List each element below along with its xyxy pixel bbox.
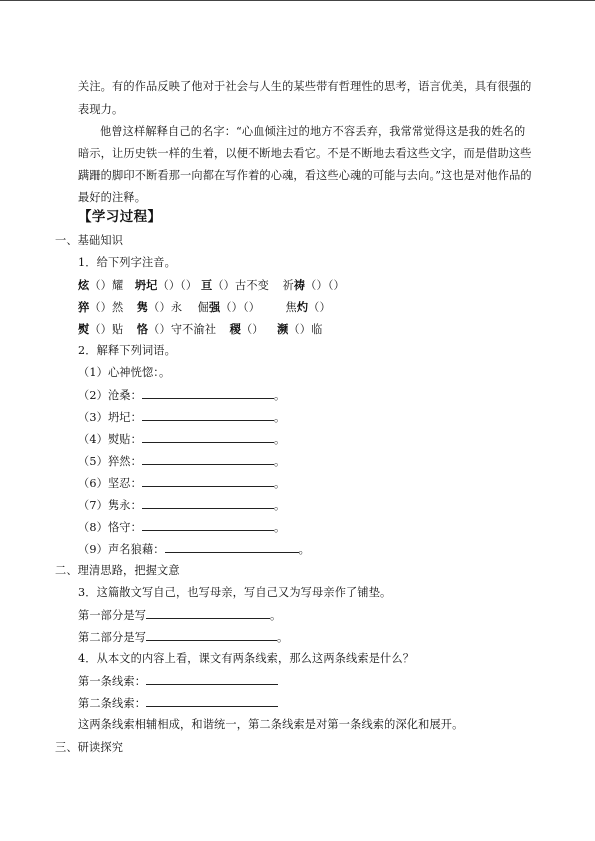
clue-one-line: 第一条线索： [78, 674, 278, 689]
answer-blank[interactable] [142, 520, 274, 531]
intro-para2-line-4: 最好的注释。 [78, 191, 147, 204]
section3-title: 三、研读探究 [55, 741, 124, 754]
answer-blank[interactable] [142, 454, 274, 465]
answer-blank[interactable] [165, 542, 299, 553]
definition-item-6: （6）坚忍： 。 [78, 477, 286, 490]
answer-blank[interactable] [146, 608, 270, 619]
question-2: 2．解释下列词语。 [78, 344, 176, 357]
answer-blank[interactable] [146, 674, 278, 685]
top-rule [0, 0, 595, 1]
intro-line-2: 表现力。 [78, 103, 124, 116]
section1-title: 一、基础知识 [55, 234, 124, 247]
question-3: 3．这篇散文写自己，也写母亲，写自己又为写母亲作了铺垫。 [78, 586, 392, 599]
target-char: 熨 [78, 322, 90, 336]
question-4: 4．从本文的内容上看，课文有两条线索，那么这两条线索是什么？ [78, 652, 415, 665]
definition-item-7: （7）隽永： 。 [78, 499, 286, 512]
intro-para2-line-1: 他曾这样解释自己的名字：“心血倾注过的地方不容丢弃，我常常觉得这是我的姓名的 [100, 125, 526, 138]
definition-item-2: （2）沧桑： 。 [78, 389, 286, 402]
intro-para2-line-3: 蹒跚的脚印不断看那一向都在写作着的心魂，看这些心魂的可能与去向。”这也是对他作品的 [78, 169, 532, 182]
intro-para2-line-2: 暗示，让历史铁一样的生着，以便不断地去看它。不是不断地去看这些文字，而是借助这些 [78, 147, 532, 160]
answer-blank[interactable] [146, 630, 277, 641]
pinyin-row-1: 炫（）耀 坍圮（）（） 亘（）古不变 祈祷（）（） [78, 278, 345, 292]
answer-blank[interactable] [142, 498, 274, 509]
target-char: 亘 [200, 278, 213, 292]
pinyin-row-2: 猝（）然 隽（）永 倔强（）（） 焦灼（） [78, 300, 331, 314]
answer-blank[interactable] [146, 696, 278, 707]
target-char: 炫 [78, 278, 90, 292]
answer-blank[interactable] [142, 432, 274, 443]
target-char: 稷 [229, 322, 241, 336]
intro-line-1: 关注。有的作品反映了他对于社会与人生的某些带有哲理性的思考，语言优美，具有很强的 [78, 80, 532, 93]
definition-item-3: （3）坍圮： 。 [78, 411, 286, 424]
conclusion-line: 这两条线索相辅相成，和谐统一，第二条线索是对第一条线索的深化和展开。 [78, 718, 464, 731]
target-char: 隽 [136, 300, 149, 314]
question-1: 1．给下列字注音。 [78, 256, 176, 269]
target-char: 猝 [78, 300, 90, 314]
target-char: 强 [208, 300, 221, 314]
definition-item-8: （8）恪守： 。 [78, 521, 286, 534]
target-char: 恪 [136, 322, 149, 336]
target-char: 祷 [293, 278, 306, 292]
target-char: 灼 [296, 300, 309, 314]
answer-blank[interactable] [142, 476, 274, 487]
definition-item-1: （1）心神恍惚：。 [78, 366, 171, 379]
part-two-line: 第二部分是写 。 [78, 631, 289, 644]
target-char: 濒 [277, 322, 289, 336]
definition-item-9: （9）声名狼藉： 。 [78, 543, 310, 556]
definition-item-5: （5）猝然： 。 [78, 455, 286, 468]
part-one-line: 第一部分是写 。 [78, 609, 282, 622]
section-heading: 【学习过程】 [78, 209, 162, 225]
clue-two-line: 第二条线索： [78, 696, 278, 711]
section2-title: 二、理清思路，把握文意 [55, 564, 180, 577]
target-char: 坍圮 [134, 278, 158, 292]
answer-blank[interactable] [142, 410, 274, 421]
definition-item-4: （4）熨贴： 。 [78, 433, 286, 446]
pinyin-row-3: 熨（）贴 恪（）守不渝社 稷（） 濒（）临 [78, 322, 323, 336]
answer-blank[interactable] [142, 388, 274, 399]
